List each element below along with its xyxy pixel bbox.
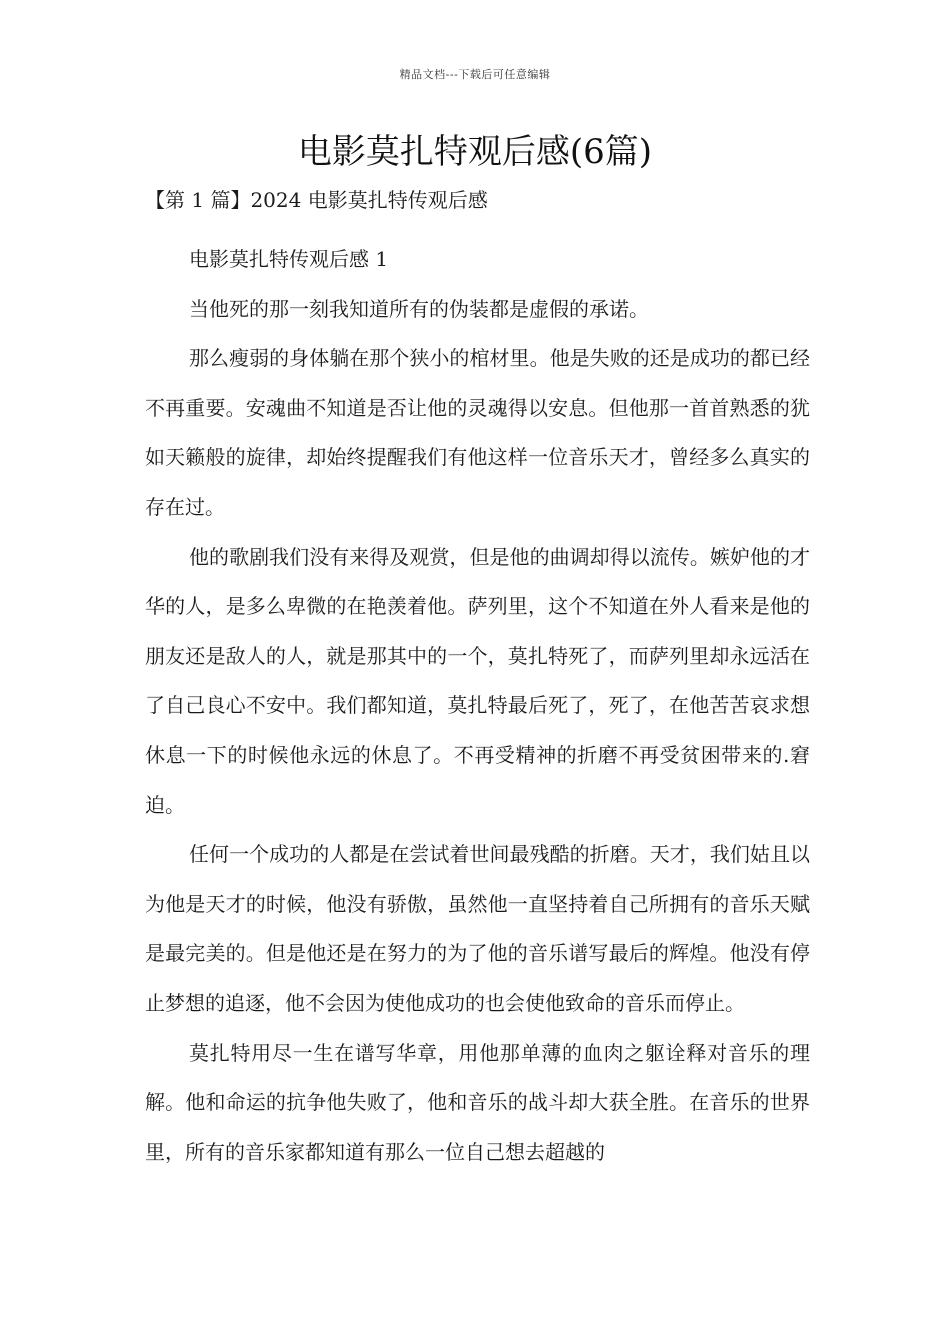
paragraph: 莫扎特用尽一生在谱写华章，用他那单薄的血肉之躯诠释对音乐的理解。他和命运的抗争他失败了，他和音乐的战斗却大获全胜。在音乐的世界里，所有的音乐家都知道有那么一位自己想去超越的 <box>145 1040 810 1164</box>
paragraph: 当他死的那一刻我知道所有的伪装都是虚假的承诺。 <box>189 296 649 321</box>
paragraph: 他的歌剧我们没有来得及观赏，但是他的曲调却得以流传。嫉妒他的才华的人，是多么卑微的在艳羡着他。萨列里，这个不知道在外人看来是他的朋友还是敌人的人，就是那其中的一个，莫扎特死了，而萨列里却永远活在了自己良心不安中。我们都知道，莫扎特最后死了，死了，在他苦苦哀求想休息一下的时候他永远的休息了。不再受精神的折磨不再受贫困带来的.窘迫。 <box>145 544 810 817</box>
paragraph: 那么瘦弱的身体躺在那个狭小的棺材里。他是失败的还是成功的都已经不再重要。安魂曲不知道是否让他的灵魂得以安息。但他那一首首熟悉的犹如天籁般的旋律，却始终提醒我们有他这样一位音乐天才，曾经多么真实的存在过。 <box>145 346 810 519</box>
body-text <box>145 235 810 1177</box>
document-title: 电影莫扎特观后感(6篇) <box>297 132 653 172</box>
header-note: 精品文档---下载后可任意编辑 <box>399 68 551 81</box>
section-heading: 【第 1 篇】2024 电影莫扎特传观后感 <box>145 188 488 212</box>
paragraph: 任何一个成功的人都是在尝试着世间最残酷的折磨。天才，我们姑且以为他是天才的时候，他没有骄傲，虽然他一直坚持着自己所拥有的音乐天赋是最完美的。但是他还是在努力的为了他的音乐谱写最后的辉煌。他没有停止梦想的追逐，他不会因为使他成功的也会使他致命的音乐而停止。 <box>145 842 810 1015</box>
paragraph: 电影莫扎特传观后感 1 <box>189 247 389 271</box>
